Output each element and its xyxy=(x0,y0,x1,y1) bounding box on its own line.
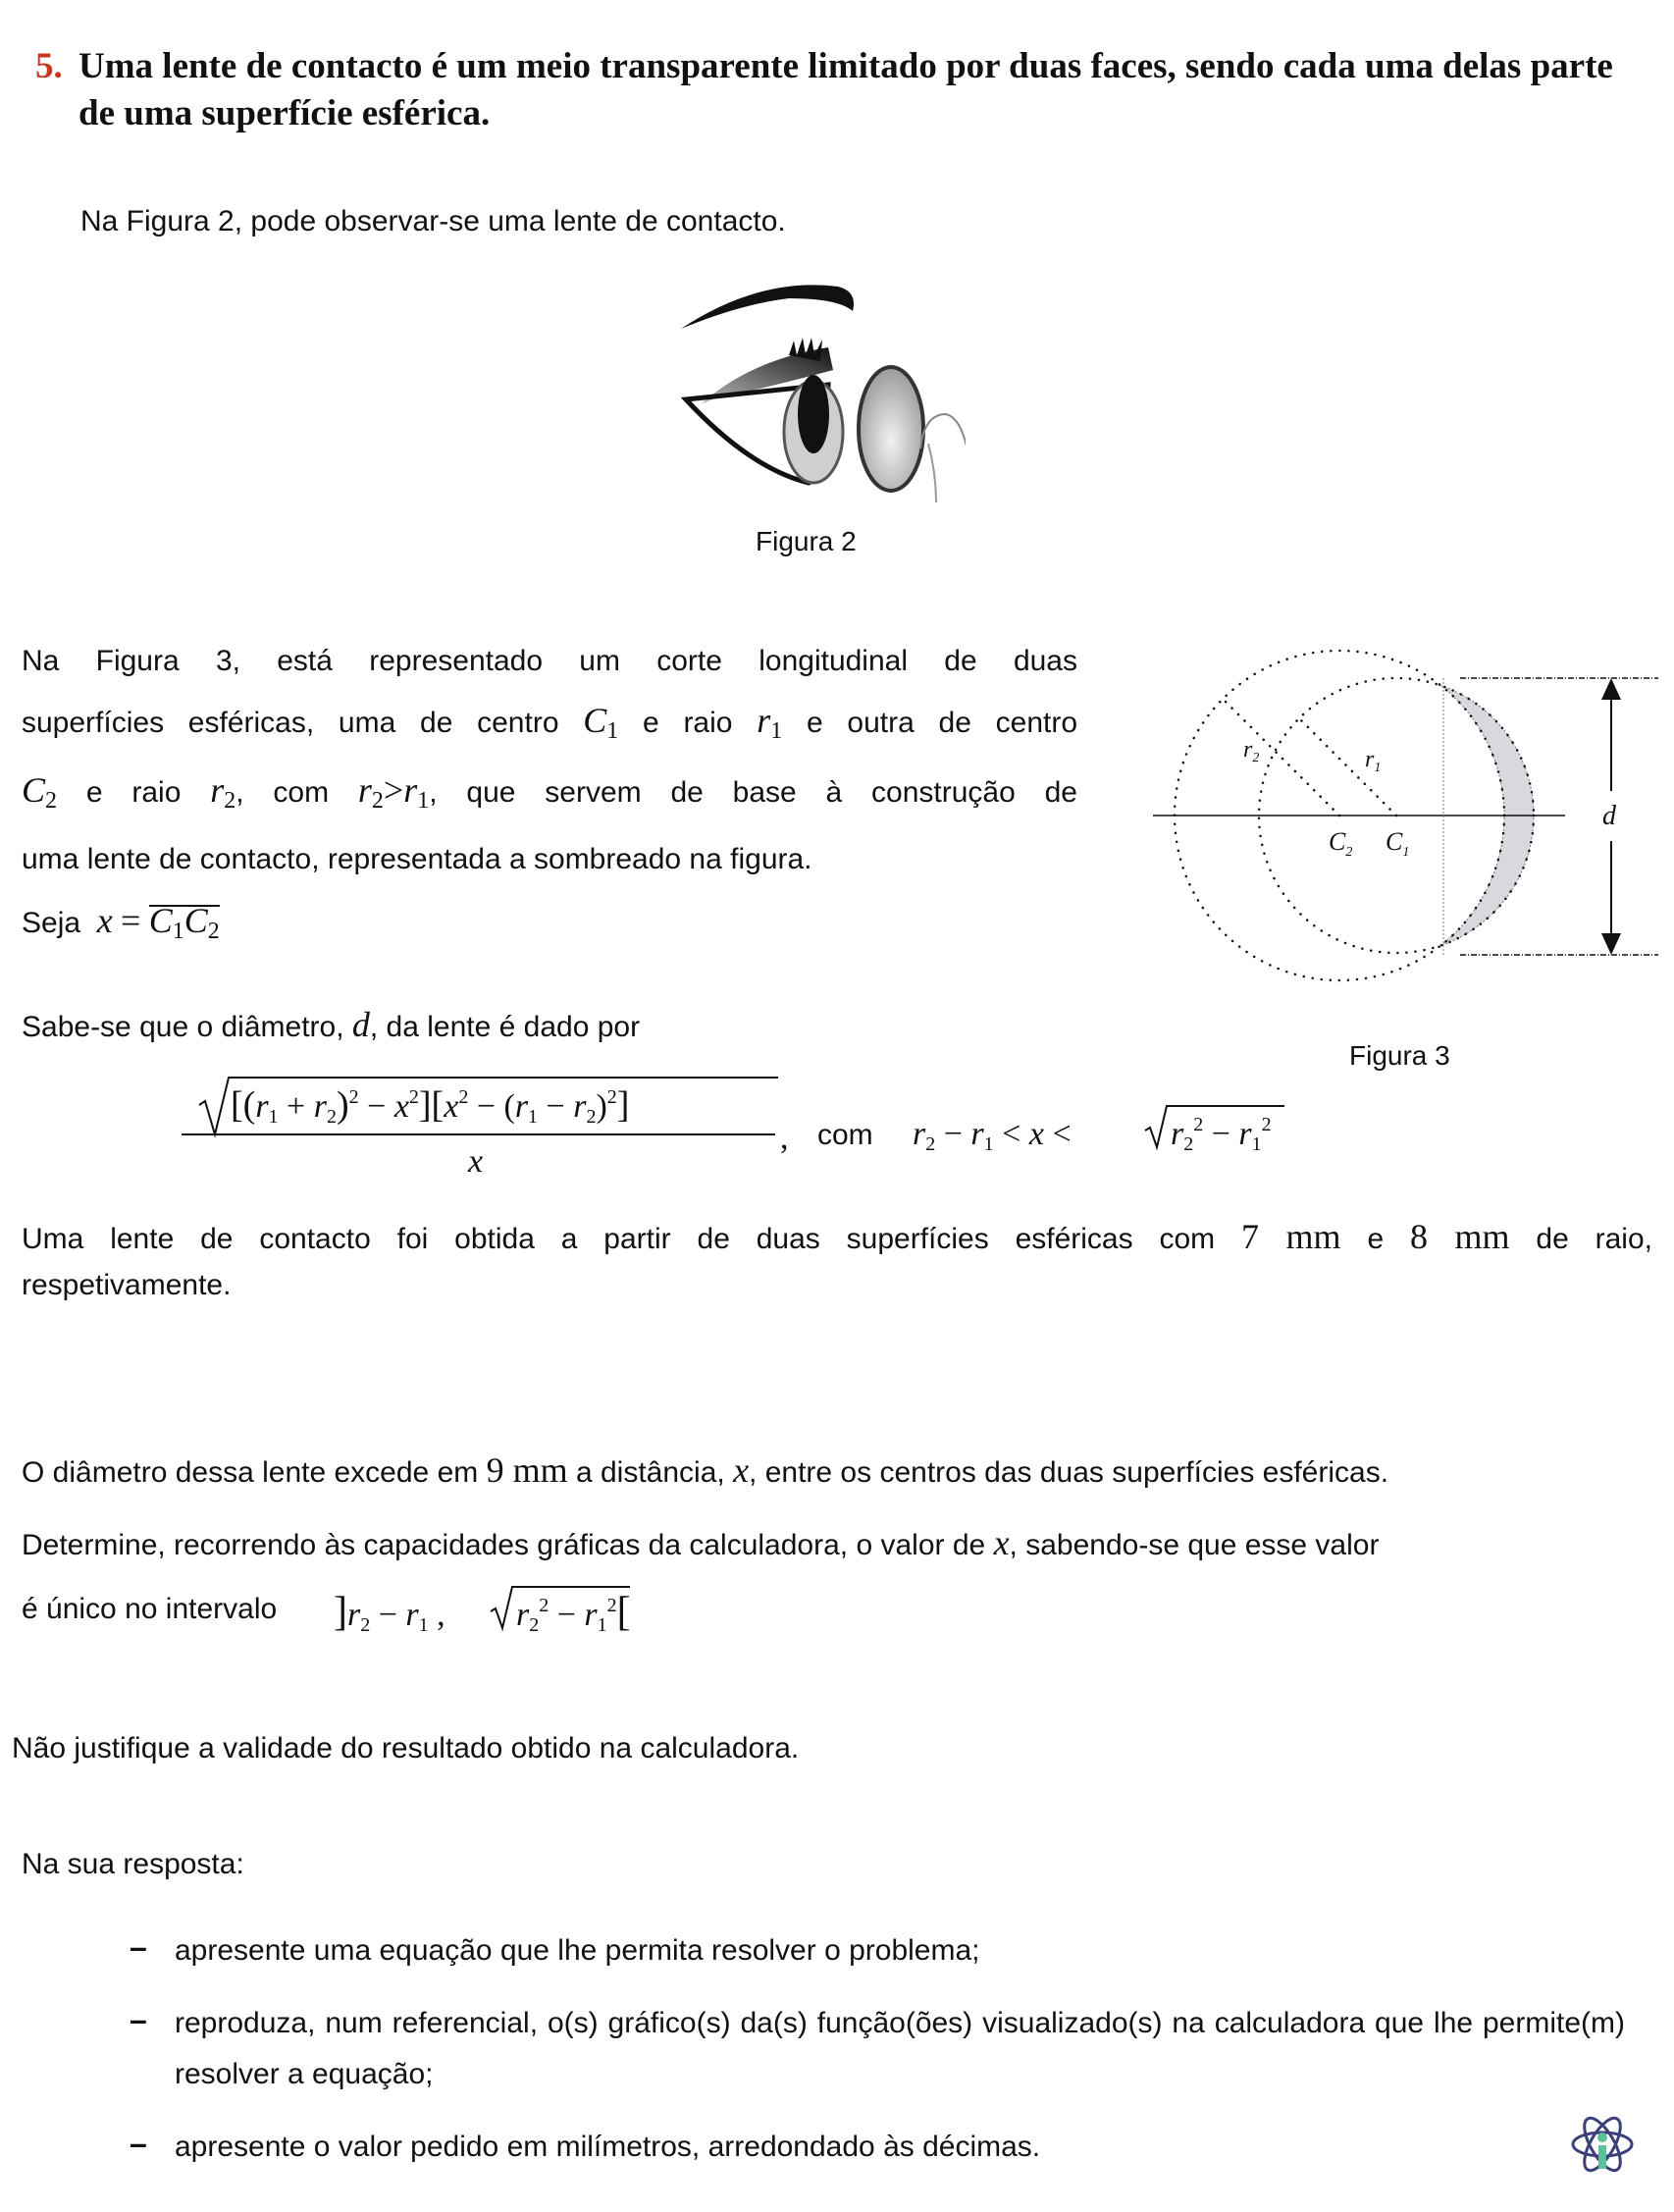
label-d: d xyxy=(1602,801,1616,831)
atom-info-icon xyxy=(1568,2110,1637,2179)
no-justify-note: Não justifique a validade do resultado obtido na calculadora. xyxy=(12,1732,800,1764)
question-heading xyxy=(35,43,1645,137)
radius-r2 xyxy=(1223,699,1339,816)
radius-r1 xyxy=(1299,718,1396,816)
bullet-item: apresente uma equação que lhe permita resolver o problema; xyxy=(175,1934,980,1967)
interval-expression xyxy=(334,1580,667,1649)
svg-text:r22 − r12: $r2^2 - r1^2$ xyxy=(1171,1114,1272,1155)
answer-intro: Na sua resposta: xyxy=(22,1848,244,1880)
eye-lens-illustration xyxy=(671,277,966,502)
figure2-caption: Figura 2 xyxy=(756,526,857,556)
bullet-dash: – xyxy=(130,2126,147,2161)
radii-statement: Uma lente de contacto foi obtida a partir de duas superfícies esféricas com 7 mm e 8 mm de raio, xyxy=(22,1217,1652,1256)
bullet-item: reproduza, num referencial, o(s) gráfico(s) da(s) função(ões) visualizado(s) na calculadora que lhe permite(m) resolver a equação; xyxy=(175,2007,1625,2090)
denominator: x xyxy=(468,1143,484,1180)
arrow-up-icon xyxy=(1601,678,1621,700)
excess-value: 9 mm xyxy=(486,1450,568,1490)
fig3-line1: Na Figura 3, está representado um corte longitudinal de duas xyxy=(22,645,1077,677)
arrow-down-icon xyxy=(1601,933,1621,955)
formula-render xyxy=(182,1074,1359,1182)
bullet-dash: – xyxy=(130,1929,147,1965)
interval-statement: é único no intervalo xyxy=(22,1593,278,1625)
segment-c1c2: $C_1C_2$ xyxy=(148,901,220,944)
condition-label: com xyxy=(817,1119,873,1151)
figure3-description xyxy=(22,632,1077,889)
contact-lens-icon xyxy=(859,367,923,491)
figure3-caption: Figura 3 xyxy=(1349,1040,1450,1071)
radius-value-1: 7 mm xyxy=(1241,1217,1341,1256)
figure2-image xyxy=(671,277,966,502)
seja-definition: Seja $x = C_1C_2$ xyxy=(22,901,220,944)
svg-text:,: , xyxy=(780,1120,789,1156)
radii-statement-end: respetivamente. xyxy=(22,1269,232,1301)
fig3-line3: $C_2$ e raio $r_2$, com $r_2>r_1$, que servem de base à construção de xyxy=(22,770,1077,814)
condition-expression xyxy=(913,1106,1284,1155)
finger-icon xyxy=(920,414,966,473)
label-c2: $C_2$ xyxy=(1329,827,1353,860)
numerator: $[(r1 + r2)^2 - x^2][x^2 - (r1 - r2)^2]$ xyxy=(231,1084,630,1128)
label-r2: $r_2$ xyxy=(1243,737,1260,765)
fig3-line4: uma lente de contacto, representada a sombreado na figura. xyxy=(22,843,812,875)
eyebrow-icon xyxy=(681,285,854,329)
excess-statement: O diâmetro dessa lente excede em 9 mm a distância, x, entre os centros das duas superfícies esféricas. xyxy=(22,1450,1389,1490)
intro-figure2: Na Figura 2, pode observar-se uma lente de contacto. xyxy=(80,205,786,237)
label-r1: $r_1$ xyxy=(1365,747,1382,775)
diameter-formula xyxy=(182,1074,1359,1182)
radius-value-2: 8 mm xyxy=(1410,1217,1510,1256)
label-c1: $C_1$ xyxy=(1386,827,1410,860)
determine-statement: Determine, recorrendo às capacidades gráficas da calculadora, o valor de x, sabendo-se que esse valor xyxy=(22,1523,1380,1562)
svg-text:]r2 − r1 ,: ]r2 − r1 , xyxy=(334,1590,445,1636)
diameter-intro: Sabe-se que o diâmetro, d, da lente é dado por xyxy=(22,1005,641,1044)
question-number: 5. xyxy=(35,46,63,86)
fig3-line2: superfícies esféricas, uma de centro $C_1$ e raio $r_1$ e outra de centro xyxy=(22,701,1078,744)
svg-text:r22 − r12[: $r2^2 - r1^2$[ xyxy=(516,1590,631,1636)
question-title: Uma lente de contacto é um meio transparente limitado por duas faces, sendo cada uma delas parte de uma superfície esférica. xyxy=(78,46,1613,133)
figure3-diagram xyxy=(1128,618,1674,1011)
bullet-item: apresente o valor pedido em milímetros, arredondado às décimas. xyxy=(175,2131,1041,2163)
bullet-dash: – xyxy=(130,2002,147,2037)
svg-text:r2 − r1 < x <: r2 − r1 < x < xyxy=(913,1116,1072,1155)
